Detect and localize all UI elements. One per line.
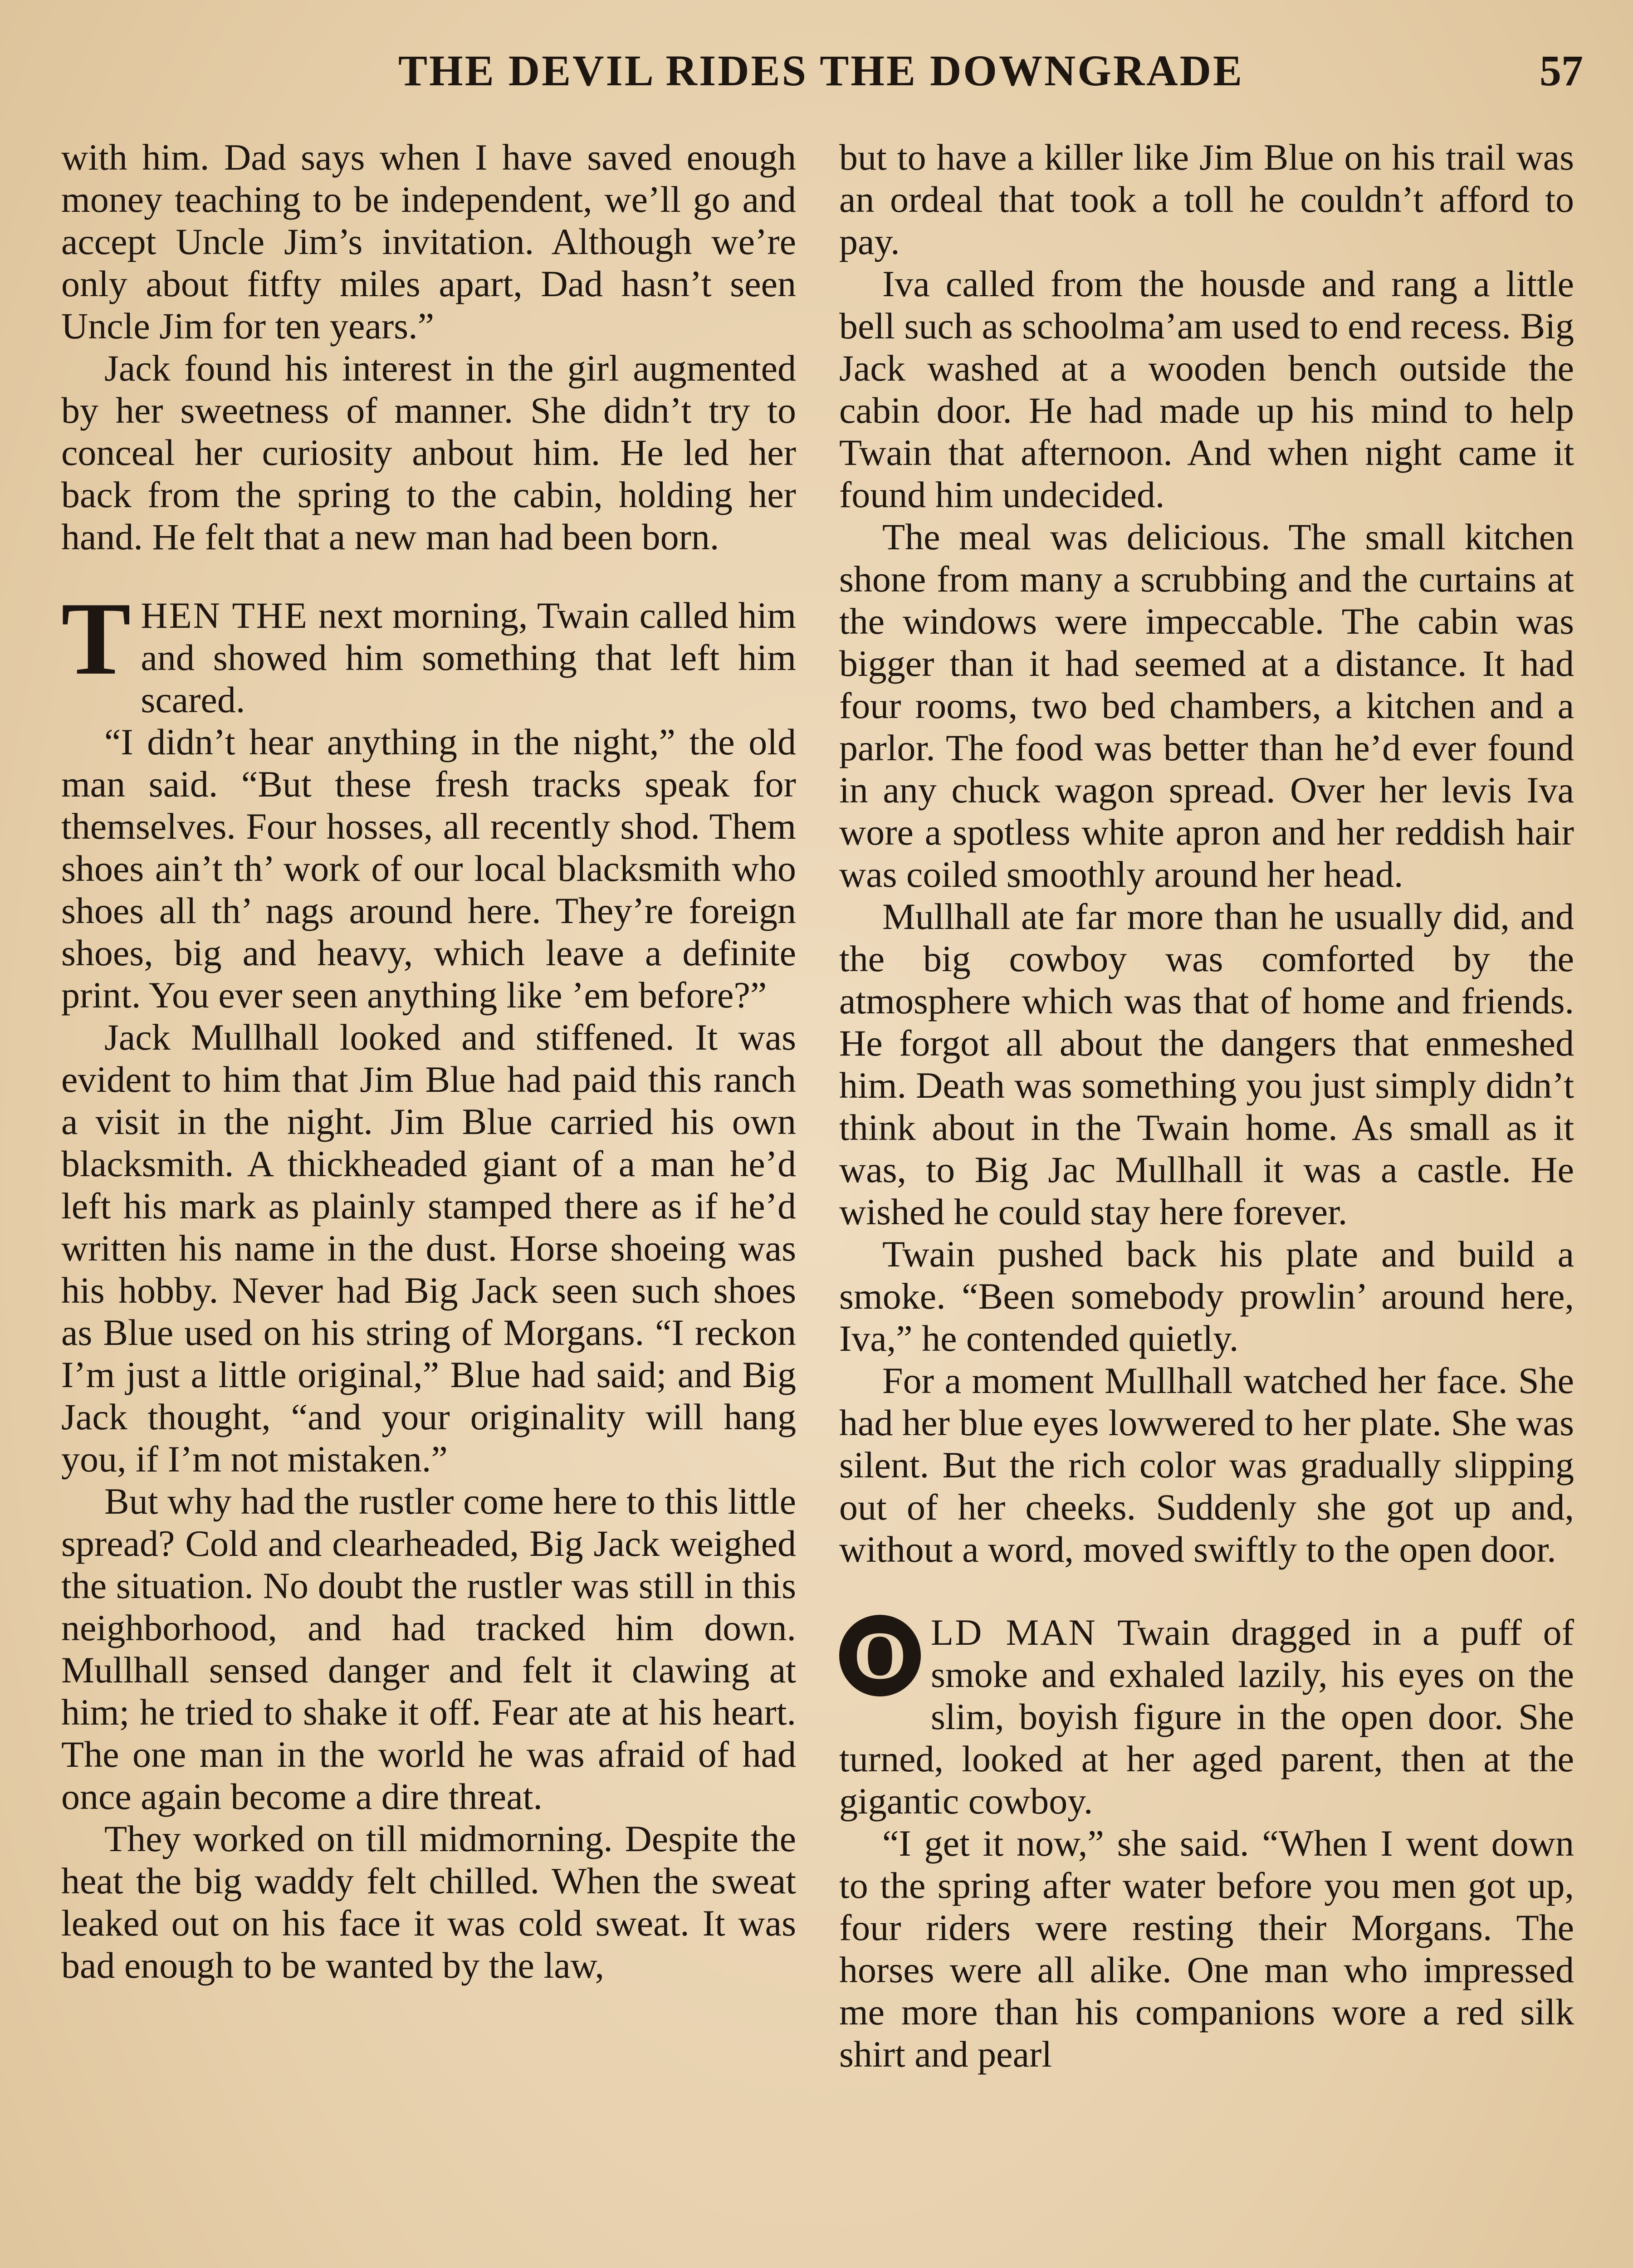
page-number: 57 — [1540, 46, 1583, 95]
lead-in-caps: HEN THE — [141, 595, 308, 636]
paragraph-text: Twain dragged in a puff of smoke and exhaled lazily, his eyes on the slim, boyish figure in the open door. She turned, looked at her aged parent, then at the gigantic cowboy. — [839, 1612, 1574, 1822]
paragraph: “I didn’t hear anything in the night,” the old man said. “But these fresh tracks speak for themselves. Four hosses, all recently shod. Them shoes ain’t th’ work of our local blacksmith who shoes all th’ nags around here. They’re foreign shoes, big and heavy, which leave a definite print. You ever seen anything like ’em before?” — [61, 721, 796, 1016]
paragraph: Jack found his interest in the girl augmented by her sweetness of manner. She didn’t try to conceal her curiosity anbout him. He led her back from the spring to the cabin, holding her hand. He felt that a new man had been born. — [61, 347, 796, 557]
section-opening-paragraph — [61, 581, 796, 721]
paragraph: Mullhall ate far more than he usually did, and the big cowboy was comforted by the atmosphere which was that of home and friends. He forgot all about the dangers that enmeshed him. Death was something you just simply didn’t think about in the Twain home. As small as it was, to Big Jac Mullhall it was a castle. He wished he could stay here forever. — [839, 896, 1574, 1232]
drop-cap: T — [61, 581, 131, 696]
paragraph: Twain pushed back his plate and build a smoke. “Been somebody prowlin’ around here, Iva,” he contended quietly. — [839, 1233, 1574, 1359]
paragraph: But why had the rustler come here to this little spread? Cold and clearheaded, Big Jack weighed the situation. No doubt the rustler was still in this neighborhood, and had tracked him down. Mullhall sensed danger and felt it clawing at him; he tried to shake it off. Fear ate at his heart. The one man in the world he was afraid of had once again become a dire threat. — [61, 1481, 796, 1817]
paragraph: with him. Dad says when I have saved enough money teaching to be independent, we’ll go and accept Uncle Jim’s invitation. Although we’re only about fitfty miles apart, Dad hasn’t seen Uncle Jim for ten years.” — [61, 137, 796, 347]
running-title: THE DEVIL RIDES THE DOWNGRADE — [398, 46, 1244, 95]
paragraph: but to have a killer like Jim Blue on his trail was an ordeal that took a toll he couldn’t afford to pay. — [839, 137, 1574, 262]
paragraph: They worked on till midmorning. Despite the heat the big waddy felt chilled. When the sweat leaked out on his face it was cold sweat. It was bad enough to be wanted by the law, — [61, 1818, 796, 1986]
drop-cap: O — [839, 1615, 921, 1696]
page-header — [59, 45, 1583, 113]
paragraph: For a moment Mullhall watched her face. She had her blue eyes lowwered to her plate. She was silent. But the rich color was gradually slipping out of her cheeks. Suddenly she got up and, without a word, moved swiftly to the open door. — [839, 1360, 1574, 1570]
right-column — [839, 136, 1574, 2075]
paragraph: “I get it now,” she said. “When I went down to the spring after water before you men got up, four riders were resting their Morgans. The horses were all alike. One man who impressed me more than his companions wore a red silk shirt and pearl — [839, 1823, 1574, 2075]
paragraph: Iva called from the housde and rang a little bell such as schoolma’am used to end recess. Big Jack washed at a wooden bench outside the cabin door. He had made up his mind to help Twain that afternoon. And when night came it found him undecided. — [839, 263, 1574, 515]
paragraph-text: next morning, Twain called him and showed him something that left him scared. — [141, 595, 796, 720]
left-column — [61, 136, 796, 1986]
lead-in-caps: LD MAN — [931, 1612, 1097, 1653]
section-opening-paragraph — [839, 1611, 1574, 1822]
paragraph: Jack Mullhall looked and stiffened. It was evident to him that Jim Blue had paid this ranch a visit in the night. Jim Blue carried his own blacksmith. A thickheaded giant of a man he’d left his mark as plainly stamped there as if he’d written his name in the dust. Horse shoeing was his hobby. Never had Big Jack seen such shoes as Blue used on his string of Morgans. “I reckon I’m just a little original,” Blue had said; and Big Jack thought, “and your originality will hang you, if I’m not mistaken.” — [61, 1017, 796, 1480]
paragraph: The meal was delicious. The small kitchen shone from many a scrubbing and the curtains at the windows were impeccable. The cabin was bigger than it had seemed at a distance. It had four rooms, two bed chambers, a kitchen and a parlor. The food was better than he’d ever found in any chuck wagon spread. Over her levis Iva wore a spotless white apron and her reddish hair was coiled smoothly around her head. — [839, 516, 1574, 895]
